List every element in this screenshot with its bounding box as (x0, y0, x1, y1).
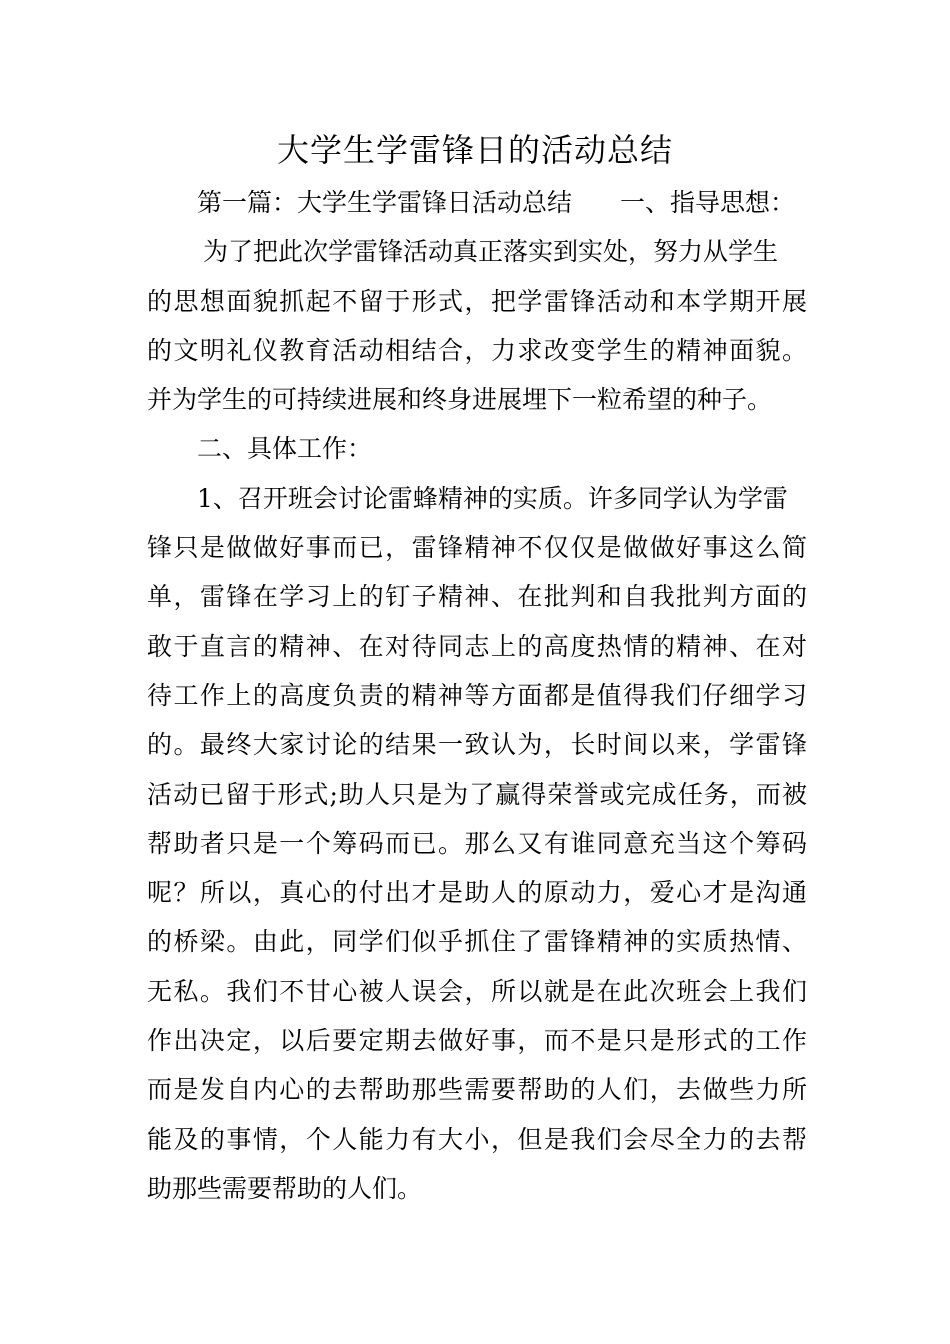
paragraph-line: 的桥梁。由此，同学们似乎抓住了雷锋精神的实质热情、 (147, 927, 807, 957)
paragraph-line: 敢于直言的精神、在对待同志上的高度热情的精神、在对 (147, 631, 807, 661)
document-title: 大学生学雷锋日的活动总结 (276, 131, 673, 169)
paragraph-line: 而是发自内心的去帮助那些需要帮助的人们，去做些力所 (147, 1075, 807, 1105)
subheading-left: 第一篇：大学生学雷锋日活动总结 (197, 188, 573, 217)
paragraph-line: 1、召开班会讨论雷蜂精神的实质。许多同学认为学雷 (197, 483, 788, 513)
subheading-line (147, 178, 807, 227)
paragraph-line: 并为学生的可持续进展和终身进展埋下一粒希望的种子。 (147, 385, 773, 415)
paragraph-line: 锋只是做做好事而已，雷锋精神不仅仅是做做好事这么简 (147, 533, 807, 563)
paragraph-line: 的思想面貌抓起不留于形式，把学雷锋活动和本学期开展 (147, 286, 807, 316)
paragraph-line: 活动已留于形式;助人只是为了赢得荣誉或完成任务，而被 (147, 779, 807, 809)
paragraph-line: 无私。我们不甘心被人误会，所以就是在此次班会上我们 (147, 976, 807, 1006)
paragraph-line: 的。最终大家讨论的结果一致认为，长时间以来，学雷锋 (147, 730, 807, 760)
paragraph-line: 能及的事情，个人能力有大小，但是我们会尽全力的去帮 (147, 1124, 807, 1154)
paragraph-line: 作出决定，以后要定期去做好事，而不是只是形式的工作 (147, 1026, 807, 1056)
paragraph-line: 助那些需要帮助的人们。 (147, 1173, 423, 1203)
document-body (147, 178, 807, 1213)
section-heading: 二、具体工作： (197, 434, 373, 464)
paragraph-line: 帮助者只是一个筹码而已。那么又有谁同意充当这个筹码 (147, 828, 807, 858)
paragraph-line: 待工作上的高度负责的精神等方面都是值得我们仔细学习 (147, 680, 807, 710)
paragraph-line: 的文明礼仪教育活动相结合，力求改变学生的精神面貌。 (147, 335, 807, 365)
paragraph-line: 单，雷锋在学习上的钉子精神、在批判和自我批判方面的 (147, 582, 807, 612)
paragraph-line: 呢？所以，真心的付出才是助人的原动力，爱心才是沟通 (147, 878, 807, 908)
paragraph-line: 为了把此次学雷锋活动真正落实到实处，努力从学生 (203, 237, 779, 267)
subheading-right: 一、指导思想： (620, 188, 796, 217)
